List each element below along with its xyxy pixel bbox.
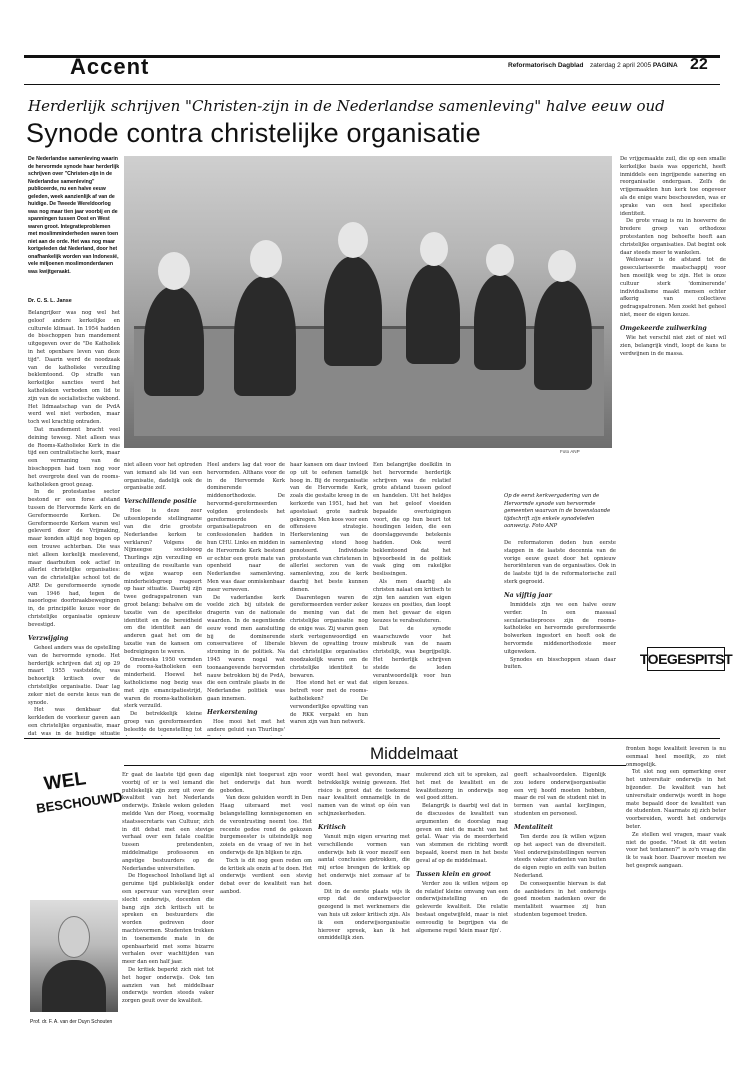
article-column-caption-continuation: [504, 540, 616, 736]
wel-beschouwd-logo: [35, 765, 124, 827]
article-kicker: Herderlijk schrijven "Christen-zijn in de Nederlandse samenleving" halve eeuw oud: [28, 97, 665, 115]
paragraph: Toch is dit nog geen reden om de kritiek als onzin af te doen. Het onderwijs verdient een stevig debat over de kwaliteit van het aanbod.: [220, 857, 312, 895]
paragraph: Hoe mooi het met het andere geluid van Thurlings': [207, 719, 285, 733]
paragraph: De vaderlandse kerk voelde zich bij uitstek de dragerin van de nationale waarden. In de negentiende eeuw vond men aansluiting bij de dominerende conservatieve of liberale stroming in de politiek. Na 1945 waren nogal wat toonaangevende hervormden nauw betrokken bij de PvdA, die een centrale plaats in de Nederlandse politiek was gaan innemen.: [207, 594, 285, 702]
column-text-5: [514, 772, 606, 1040]
paragraph: geeft schaalvoordelen. Eigenlijk zou iedere onderwijsorganisatie een vrij hoofd moeten hebben, maar de rol van de student niet in termen van aantal kerjlingen, studenten en personeel.: [514, 772, 606, 817]
issue-date: [590, 62, 678, 69]
article-byline: Dr. C. S. L. Janse: [28, 298, 72, 304]
photo-figure: [324, 256, 382, 366]
section-title: Accent: [70, 54, 150, 79]
paragraph: Weliswaar is de afstand tot de geseculariseerde maatschappij voor hen moeilijk weg te zijn. Het is onze cultuur sterk 'dominerende' individualisme maakt mensen echter afkerig van collectieve gedragspatronen. Men zoekt het geheel niet, meer de eigen keuze.: [620, 257, 726, 318]
paragraph: Ze stellen wel vragen, maar vaak niet de goede. "Moet ik dit weten voor het tentamen?" is zo'n vraag die ik te vaak hoor. Daarover moeten we het gesprek aangaan.: [626, 831, 726, 869]
paragraph: De reformatoren deden hun eerste stappen in de laatste decennia van de vorige eeuw gezet door het opnieuw heroriënteren van de organisaties. Ook in de laatste tijd is de reformatorische zuil sterk gegroeid.: [504, 540, 616, 585]
paragraph: De consequentie hiervan is dat de aanbieders in het onderwijs goed moeten nadenken over de mentaliteit waarmee zij hun studenten tegemoet treden.: [514, 880, 606, 919]
toegespitst-logo: TOEGESPITST: [647, 647, 725, 671]
header-bottom-rule: [24, 84, 720, 85]
subheading: Omgekeerde zuilwerking: [620, 324, 707, 332]
subheading: Tussen klein en groot: [416, 870, 491, 878]
paragraph: Van deze geluiden wordt in Den Haag uiteraard met veel belangstelling kennisgenomen en de verontrusting neemt toe. Het recente gedoe rond de gekozen burgemeester is uiteindelijk nog zoiets en de vraag of we in het onderwijs de lijn blijken te zijn.: [220, 795, 312, 856]
paragraph: Het was denkbaar dat kerkleden de voorkeur gaven aan een christelijke organisatie, maar dat was in de huidige situatie: [28, 707, 120, 736]
article-column-5: [373, 462, 451, 736]
newspaper-name: Reformatorisch Dagblad: [508, 62, 584, 69]
paragraph: Belangrijker was nog wel het geloof andere kerkelijke en culturele klimaat. In 1954 hadden de bisschoppen hun mandement uitgegeven over de "De Katholiek in het openbare leven van deze tijd". Daarin werd de noodzaak van de katholieke verzuiling beklemtoond. Op straffe van kerkelijke sancties werd het katholieken verboden om lid te zijn van de socialistische vakbond. Het lidmaatschap van de PvdA werd wel niet verboden, maar toch wel krachtig ontraden.: [28, 310, 120, 426]
author-photo-body: [42, 960, 106, 1012]
article-column-3: [207, 462, 285, 736]
paragraph: Synodes en bisschoppen staan daar buiten.: [504, 656, 616, 671]
paragraph: Als men daarbij als christen nalaat om kritisch te zijn ten aanzien van eigen keuzes en posities, dan loopt men het gevaar de eigen keuzes te verabsoluteren.: [373, 578, 451, 624]
article-column-2: [124, 462, 202, 736]
article-column-1: [28, 310, 120, 736]
paragraph: Ten derde zou ik willen wijzen op het aspect van de diversiteit. Veel onderwijsinstellingen werven steeds vaker studenten van buiten de eigen regio en zelfs van buiten Nederland.: [514, 834, 606, 880]
paragraph: De Hogeschool Inholland ligt al geruime tijd publiekelijk onder een spervuur van verwijten over slecht onderwijs, docenten die bang zijn zich kritisch uit te spreken en bestuurders die worden gedreven door machtsvormen. Studenten trekken in toenemende mate in de openbaarheid met soms bizarre verhalen over wachttijden van meer dan een half jaar.: [122, 873, 214, 966]
photo-figure-head: [338, 222, 368, 258]
column-text-3: [318, 772, 410, 1040]
photo-figure: [234, 276, 296, 396]
page-header: [0, 0, 738, 86]
photo-figure-head: [158, 252, 190, 290]
photo-figure-head: [420, 232, 448, 266]
photo-figure-head: [486, 244, 514, 276]
subheading: Mentaliteit: [514, 823, 553, 831]
issue-date-text: zaterdag 2 april 2005: [590, 62, 652, 69]
article-headline: Synode contra christelijke organisatie: [26, 118, 481, 148]
paragraph: Dit in de eerste plaats wijs ik erop dat de onderwijssector gezegend is met werknemers die van huis uit zeker kritisch zijn. Als ik een onderwijsorganisatie hierover spreek, kan ik het onmiddellijk zien.: [318, 888, 410, 942]
column-text-1: [122, 772, 214, 1040]
column-text-6: [626, 746, 726, 1040]
photo-figure-head: [250, 240, 282, 278]
paragraph: haar kansen om daar invloed op uit te oefenen tamelijk hoog in. Bij de reorganisatie van de Hervormde Kerk, zoals die gestalte kreeg in de kerkorde van 1951, had het apostolaat grote nadruk gekregen. Men koos voor een offensieve strategie. Herkerstening van de samenleving stond hoog genoteerd. Individuele protestante van christenen in allerlei sectoren van de samenleving, zou de kerk daarbij het beste kunnen dienen.: [290, 462, 368, 593]
article-column-4: [290, 462, 368, 736]
photo-caption: Op de eerst kerkvergadering van de Hervormde synode van hervormde gemeenten waarvan in de bovenstaande tijdschrift zijn enkele synodeleden aanwezig. Foto ANP: [504, 493, 611, 530]
paragraph: Dat de synode waarschuwde voor het misbruik van de naam christelijk, was begrijpelijk. Het herderlijk schrijven stelde de leden verantwoordelijk voor hun eigen keuzes.: [373, 625, 451, 687]
author-caption: Prof. dr. F. A. van der Duyn Schouten: [30, 1019, 113, 1025]
paragraph: Daarentegen waren de gereformeerden verder zeker de mening van dat de christelijke organisatie nog de enige was. Zij waren geen sterk vertegenwoordigd en bleven de opvatting trouw dat christelijke organisaties noodzakelijk waren om de christelijke identiteit te bewaren.: [290, 594, 368, 679]
paragraph: Belangrijk is daarbij wel dat in de discussies de kwaliteit van argumenten de doorslag mag geven en niet de macht van het getal. Waar via de meerderheid van stemmen de richting wordt bepaald, koerst men in het beste geval af op de middelmaat.: [416, 803, 508, 864]
paragraph: Hoe is deze zeer uiteenlopende stellingname van die drie grootste Nederlandse kerken te verklaren? Volgens de Nijmeegse sociolooog Thurlings zijn verzuiling en ontzuiling de resultante van de wijze waarop een minderheidsgroep reageert op haar situatie. Daarbij zijn twee gedragspatronen van groot belang: behalve om de taxatie van de specifieke identiteit en de bereidheid om die identiteit aan de anderen gaat het om de taxatie van de kansen om bedreigingen te weren.: [124, 508, 202, 655]
photo-figure: [474, 274, 526, 370]
author-photo-face: [58, 916, 90, 958]
article-intro: De Nederlandse samenleving waarin de hervormde synode haar herderlijk schrijven over "Christen-zijn in de Nederlandse samenleving" publiceerde, nu een halve eeuw geleden, week aanzienlijk af van de huidige. De Tweede Wereldoorlog was nog maar tien jaar voorbij en de spanningen tussen Oost en West waren groot. Integratieproblemen met moslimminderheden waren toen niet aan de orde. Het was nog maar kortgeleden dat Nederland, door het onafhankelijk worden van Indonesië, vele miljoenen moslimonderdanen was kwijtgeraakt.: [28, 156, 120, 275]
paragraph: Een belangrijke doelkilin in het hervormde herderlijk schrijven was de relatief grote afstand tussen geloof en handelen. Uit het heldjes van het geloof vloeiden bepaalde overtuigingen voort, die op hun beurt tot houdingen leiden, die een doorslaggevende betekenis hadden. Ook werd beklemtoond dat het bijvoorbeeld in de politiek vaak ging om rakelijke beslissingen.: [373, 462, 451, 578]
photo-figure: [144, 286, 204, 396]
subheading: Verschillende positie: [124, 498, 197, 506]
paragraph: Tot slot nog een opmerking over het universitair onderwijs in het bijzonder. De kwaliteit van het universitair onderwijs wordt in hoge mate bepaald door de kwaliteit van de studenten. Naarmate zij zich beter voorbereiden, wordt het onderwijs beter.: [626, 769, 726, 830]
logo-line-1: WEL: [42, 768, 88, 795]
section-divider: [24, 738, 720, 739]
paragraph: Verder zou ik willen wijzen op de relatief kleine omvang van een onderwijsinstelling en de geleverde kwaliteit. Die relatie bestaat ongetwijfeld, maar is niet eenvoudig te begrijpen via de algemene regel 'klein maar fijn'.: [416, 880, 508, 934]
paragraph: fronten hoge kwaliteit leveren is nu eenmaal heel moeilijk, zo niet onmogelijk.: [626, 746, 726, 768]
subheading: Na vijftig jaar: [504, 591, 552, 599]
paragraph: eigenlijk niet toegerust zijn voor het onderwijs dat hun wordt geboden.: [220, 772, 312, 794]
paragraph: De grote vraag is nu in hoeverre de bredere groep van orthodoxe protestanten nog behoefte heeft aan christelijke organisaties. Dat begint ook daar steeds meer te wankelen.: [620, 218, 726, 256]
author-photo: [30, 900, 118, 1012]
paragraph: De kritiek beperkt zich niet tot het hoger onderwijs. Ook ten aanzien van het middelbaar onderwijs worden steeds vaker zorgen geuit over de kwaliteit.: [122, 966, 214, 1005]
subheading: Verzwijging: [28, 634, 69, 642]
column-text-4: [416, 772, 508, 1040]
paragraph: wordt heel wat gevonden, maar betrekkelijk weinig gewezen. Het risico is groot dat de toekomst naar kwaliteit omnamelijk in de namen van de winst op één van schijnzekerheden.: [318, 772, 410, 817]
pagina-label: PAGINA: [652, 62, 678, 69]
paragraph: niet alleen voor het optreden van iemand als lid van een organisatie, dadelijk ook de organisatie zelf.: [124, 462, 202, 492]
photo-figure: [534, 280, 592, 390]
paragraph: Geheel anders was de opstelling van de hervormde synode. Het herderlijk schrijven dat zij op 29 maart 1955 vaststelde, was behoorlijk kritisch over de christelijke organisatie. Daar lag zeker niet de eerste keus van de synode.: [28, 644, 120, 706]
photo-figure: [406, 264, 460, 364]
paragraph: De betrekkelijk kleine groep van gereformeerden beleefde de tegenstelling tot: [124, 711, 202, 733]
paragraph: Omstreeks 1950 vormden de rooms-katholieken een minderheid. Hoewel het katholicisme nog bezig was met zijn emancipatiestrijd, waren de rooms-katholieken sterk verzuild.: [124, 656, 202, 710]
photo-figure-head: [548, 250, 576, 282]
paragraph: Heel anders lag dat voor de hervormden. Althans voor de in de Hervormde Kerk dominerende middenorthodoxie. De hervormd-gereformeerden volgden grotendeels het gereformeerde organisatiepatroon en de confessionelen hadden in hun CHU. Links en midden in de Hervormde Kerk bestond er echter een grote mate van openheid naar de Nederlandse samenleving. Men was daar onmiskenbaar meer verweven.: [207, 462, 285, 593]
paragraph: Wie het verschil niet ziet of niet wil zien, belangrijk vindt, loopt de kans te verdwijnen in de massa.: [620, 335, 726, 357]
paragraph: Hoe stond het er wat dat betreft voor met de rooms-katholieken? De verwonderlijke opvatting van de RKK verpakt en hun waren zijn van hun netwerk.: [290, 680, 368, 726]
logo-line-2: BESCHOUWD: [35, 789, 124, 816]
article-column-6: [620, 156, 726, 642]
column-title: Middelmaat: [370, 744, 458, 763]
column-title-rule: [124, 765, 626, 766]
synod-meeting-photo: [124, 156, 612, 448]
paragraph: Inmiddels zijn we een halve eeuw verder. In een massaal secularisatieproces zijn de rooms-katholieke en hervormde gereformeerde bolwerken ingestort en heeft ook de hervormde middenorthodoxie meer uitgeweken.: [504, 602, 616, 655]
page-number: 22: [690, 56, 708, 73]
paragraph: Vanuit mijn eigen ervaring met verschillende vormen van onderwijs heb ik voor mezelf een aantal conclusies getrokken, die mij ertoe brengen de kritiek op het onderwijs niet zomaar af te doen.: [318, 834, 410, 887]
column-text-2: [220, 772, 312, 1040]
paragraph: In de protestantse sector bestond er een forse afstand tussen de Hervormde Kerk en de Gereformeerde Kerken. De Gereformeerde Kerken waren wel geleverd door de Vrijmaking, maar konden altijd nog bogen op een trouwe achterban. Die was niet alleen kerkelijk meelevend, maar daarbuiten ook actief in allerlei christelijke organisaties: van de christelijke school tot de ARP. De gereformeerde synode van 1946 had, tegen de naoorlogse doorbraakbewegingen in, de principiële keuze voor de christelijke organisatie opnieuw bevestigd.: [28, 489, 120, 628]
subheading: Kritisch: [318, 823, 346, 831]
photo-credit: Foto ANP: [560, 449, 580, 454]
subheading: Herkerstening: [207, 708, 258, 716]
paragraph: Dat mandement bracht veel deining teweeg. Niet alleen was de Rooms-Katholieke Kerk in die tijd een centralistische kerk, maar een vermaning van de bisschoppen had toen nog voor het overgrote deel van de rooms-katholieken groot gezag.: [28, 426, 120, 488]
paragraph: Er gaat de laatste tijd geen dag voorbij of er is wel iemand die publiekelijk zijn zorg uit over de kwaliteit van het Nederlands onderwijs. Enkele weken geleden meldde Van der Ploeg, voormalig staatssecretaris van Cultuur, zich in dit debat met een stevige verhaal over een fatale coalitie tussen pretendenten, middelmatige professoren en angstige bestuurders op de Nederlandse universiteiten.: [122, 772, 214, 872]
paragraph: mulerend zich uit te spreken, zal het met de kwaliteit en de kwaliteitszorg in onderwijs nog wel goed zitten.: [416, 772, 508, 802]
paragraph: De vrijgemaakte zuil, die op een smalle kerkelijke basis was opgericht, heeft inmiddels een ingrijpende sanering en reorganisatie ondergaan. Zelfs de vrijgemaakten hun kerk toe ongeveer als de enige ware beschouwden, was er sprake van een heel specifieke identiteit.: [620, 156, 726, 217]
article-column-5b: [456, 462, 496, 736]
